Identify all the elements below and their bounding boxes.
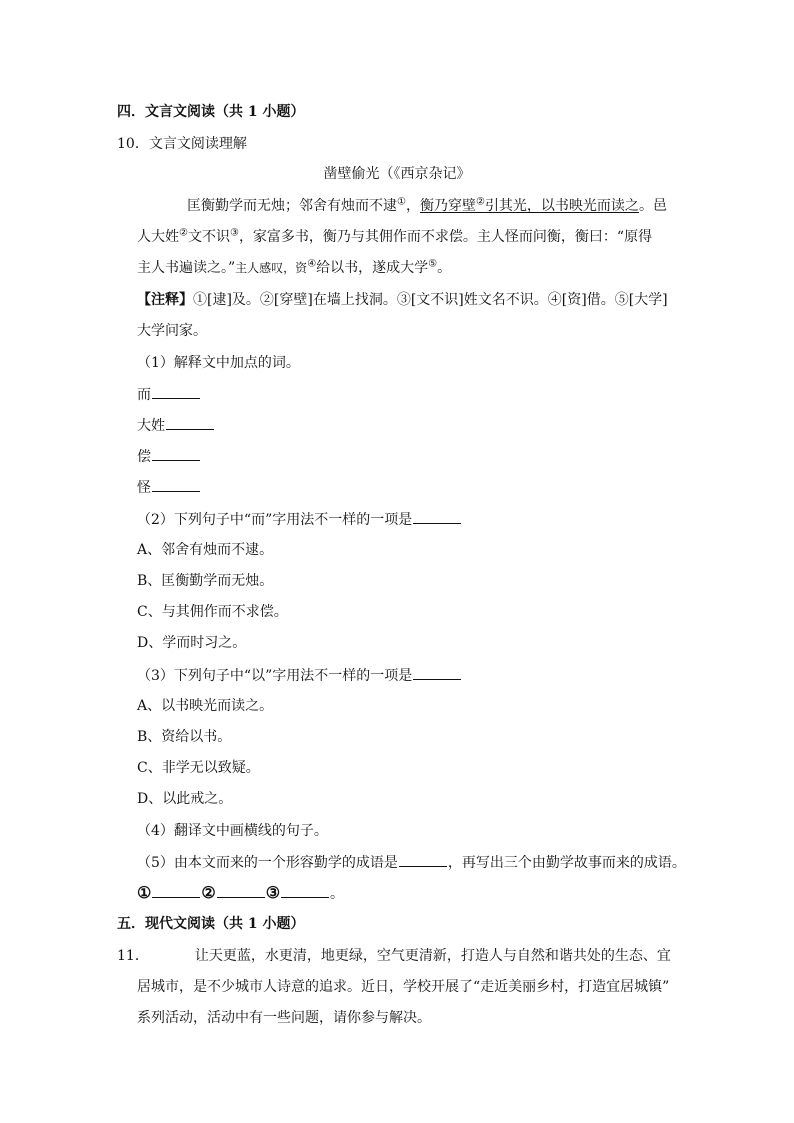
passage-line-1: 匡衡勤学而无烛；邻舍有烛而不逮①，衡乃穿壁②引其光，以书映光而读之。邑 bbox=[187, 196, 667, 214]
option-b: B、匡衡勤学而无烛。 bbox=[137, 573, 274, 589]
answer-blank[interactable] bbox=[152, 477, 200, 492]
option-d: D、以此戒之。 bbox=[137, 791, 233, 807]
passage-line-2: 人大姓②文不识③，家富多书，衡乃与其佣作而不求偿。主人怪而问衡，衡曰：“原得 bbox=[137, 227, 653, 245]
passage-title: 凿壁偷光（《西京杂记》 bbox=[323, 166, 471, 182]
answer-blank[interactable] bbox=[413, 665, 461, 680]
subq-5-answers: ① ② ③ 。 bbox=[137, 883, 345, 902]
answer-blank[interactable] bbox=[413, 509, 461, 524]
answer-blank[interactable] bbox=[152, 446, 200, 461]
answer-blank[interactable] bbox=[281, 883, 329, 898]
answer-blank[interactable] bbox=[399, 852, 447, 867]
question-11-line-1: 11． 让天更蓝，水更清，地更绿，空气更清新，打造人与自然和谐共处的生态、宜 bbox=[117, 948, 671, 964]
answer-blank[interactable] bbox=[152, 384, 200, 399]
subq-1: （1）解释文中加点的词。 bbox=[137, 355, 300, 371]
option-a: A、以书映光而读之。 bbox=[137, 698, 274, 714]
question-11-line-2: 居城市，是不少城市人诗意的追求。近日，学校开展了“走近美丽乡村，打造宜居城镇” bbox=[137, 979, 670, 995]
question-10-title: 10．文言文阅读理解 bbox=[117, 136, 247, 152]
answer-blank[interactable] bbox=[152, 883, 200, 898]
subq-4: （4）翻译文中画横线的句子。 bbox=[137, 823, 328, 839]
option-b: B、资给以书。 bbox=[137, 729, 232, 745]
option-d: D、学而时习之。 bbox=[137, 635, 247, 651]
passage-line-3: 主人书遍读之。”主人感叹，资④给以书，遂成大学⑤。 bbox=[137, 258, 452, 276]
question-11-line-3: 系列活动，活动中有一些问题，请你参与解决。 bbox=[137, 1010, 431, 1026]
blank-item-3: 偿 bbox=[137, 446, 201, 467]
blank-item-1: 而 bbox=[137, 384, 201, 405]
underlined-sentence: 衡乃穿壁②引其光，以书映光而读之 bbox=[419, 196, 639, 214]
section-heading-4: 四．文言文阅读（共 1 小题） bbox=[117, 104, 305, 120]
option-c: C、与其佣作而不求偿。 bbox=[137, 604, 288, 620]
subq-2: （2）下列句子中“而”字用法不一样的一项是 bbox=[137, 509, 462, 530]
section-heading-5: 五．现代文阅读（共 1 小题） bbox=[117, 916, 305, 932]
subq-5: （5）由本文而来的一个形容勤学的成语是 ，再写出三个由勤学故事而来的成语。 bbox=[137, 852, 686, 873]
notes-line-1: 【注释】①[逮]及。②[穿壁]在墙上找洞。③[文不识]姓文名不识。④[资]借。⑤[大学] bbox=[137, 292, 668, 308]
option-a: A、邻舍有烛而不逮。 bbox=[137, 542, 274, 558]
subq-3: （3）下列句子中“以”字用法不一样的一项是 bbox=[137, 665, 462, 686]
answer-blank[interactable] bbox=[217, 883, 265, 898]
notes-line-2: 大学问家。 bbox=[137, 323, 207, 339]
blank-item-2: 大姓 bbox=[137, 415, 215, 436]
option-c: C、非学无以致疑。 bbox=[137, 760, 260, 776]
answer-blank[interactable] bbox=[166, 415, 214, 430]
blank-item-4: 怪 bbox=[137, 477, 201, 498]
